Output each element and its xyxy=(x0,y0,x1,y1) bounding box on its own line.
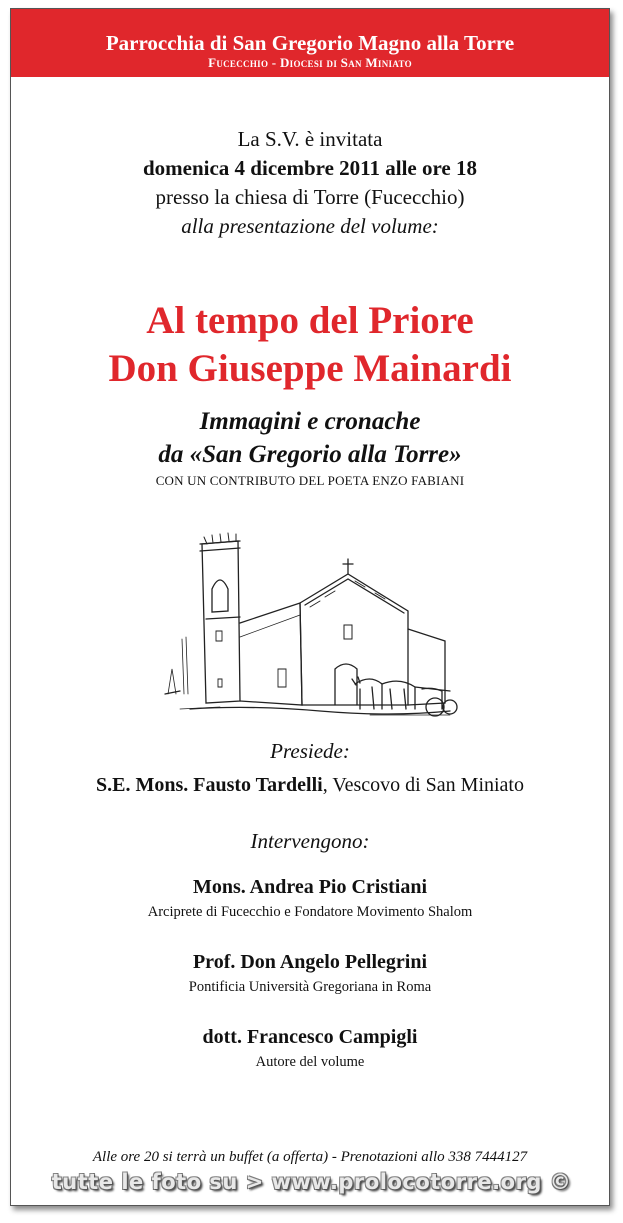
speaker-name: dott. Francesco Campigli xyxy=(202,1026,418,1048)
speaker-role: Arciprete di Fucecchio e Fondatore Movimento Shalom xyxy=(147,904,473,920)
intro-block xyxy=(11,125,609,241)
book-subtitle-line2: da «San Gregorio alla Torre» xyxy=(158,441,462,468)
book-title-line2: Don Giuseppe Mainardi xyxy=(108,347,512,390)
presiede-role: , Vescovo di San Miniato xyxy=(322,774,524,796)
speaker-2 xyxy=(11,951,609,996)
contribution-line: CON UN CONTRIBUTO DEL POETA ENZO FABIANI xyxy=(155,473,465,488)
presentation-line: alla presentazione del volume: xyxy=(181,214,439,238)
watermark-text: tutte le foto su > www.prolocotorre.org © xyxy=(51,1170,572,1194)
event-date: domenica 4 dicembre 2011 alle ore 18 xyxy=(142,156,477,180)
presiede-name: S.E. Mons. Fausto Tardelli xyxy=(95,774,323,796)
diocese-name: Fucecchio - Diocesi di San Miniato xyxy=(208,55,412,70)
buffet-note: Alle ore 20 si terrà un buffet (a offerta) - Prenotazioni allo 338 7444127 xyxy=(92,1149,528,1165)
book-subtitle xyxy=(11,405,609,471)
book-subtitle-line1: Immagini e cronache xyxy=(199,408,421,435)
speaker-3 xyxy=(11,1026,609,1071)
invite-line: La S.V. è invitata xyxy=(237,127,383,151)
header-banner xyxy=(11,9,609,77)
speaker-1 xyxy=(11,876,609,921)
intervengono-label: Intervengono: xyxy=(250,829,370,853)
presiede-line xyxy=(11,774,609,797)
book-title xyxy=(11,297,609,393)
parish-name: Parrocchia di San Gregorio Magno alla Torre xyxy=(105,31,515,55)
speaker-role: Autore del volume xyxy=(255,1054,365,1070)
speaker-name: Mons. Andrea Pio Cristiani xyxy=(192,876,428,898)
speaker-role: Pontificia Università Gregoriana in Roma xyxy=(188,979,432,995)
event-place: presso la chiesa di Torre (Fucecchio) xyxy=(155,185,465,209)
presiede-label: Presiede: xyxy=(270,739,350,763)
book-title-line1: Al tempo del Priore xyxy=(146,299,474,342)
church-drawing xyxy=(160,519,460,729)
invitation-card xyxy=(10,8,610,1206)
speaker-name: Prof. Don Angelo Pellegrini xyxy=(192,951,428,973)
